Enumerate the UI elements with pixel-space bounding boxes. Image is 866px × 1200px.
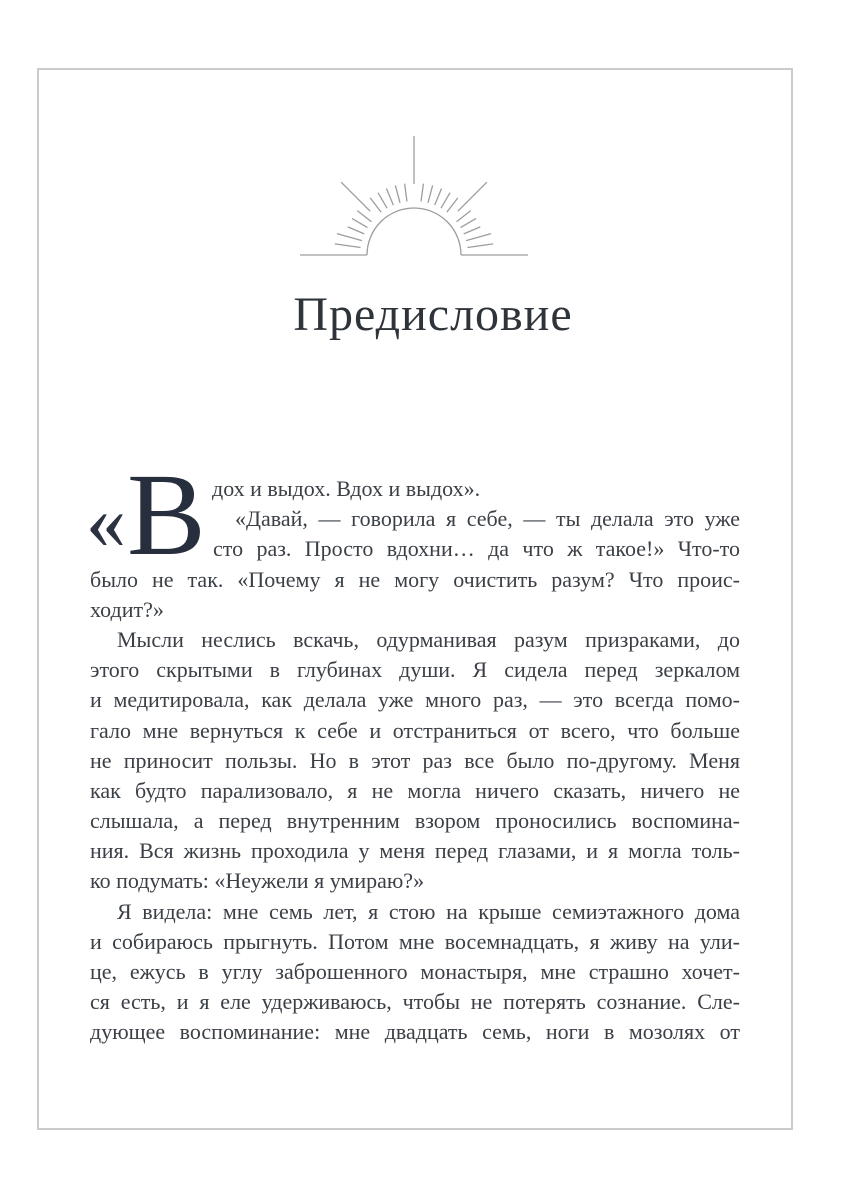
text-line: це, ежусь в углу заброшенного монастыря, мне страшно хочет- — [90, 959, 740, 984]
drop-cap-quote: « — [86, 478, 126, 566]
text-line: ходит?» — [90, 596, 164, 622]
text-line: дох и выдох. Вдох и выдох». — [212, 476, 481, 501]
text-line: не приносит пользы. Но в этот раз все было по-другому. Меня — [90, 747, 740, 773]
text-line: этого скрытыми в глубинах души. Я сидела перед зеркалом — [90, 657, 740, 683]
text-line: ния. Вся жизнь проходила у меня перед глазами, и я могла толь- — [90, 838, 740, 864]
sunrise-ornament-icon — [294, 131, 534, 263]
text-line: ко подумать: «Неужели я умираю?» — [90, 868, 425, 894]
text-line: дующее воспоминание: мне двадцать семь, ноги в мозолях от — [90, 1019, 740, 1045]
text-line: Я видела: мне семь лет, я стою на крыше семиэтажного дома — [117, 898, 740, 924]
text-line: ся есть, и я еле удерживаюсь, чтобы не потерять сознание. Сле- — [90, 989, 740, 1015]
body-text — [86, 449, 740, 1048]
text-line: как будто парализовало, я не могла ничего сказать, ничего не — [90, 777, 740, 803]
text-line: и медитировала, как делала уже много раз, — это всегда помо- — [90, 687, 740, 713]
text-line: было не так. «Почему я не могу очистить разум? Что проис- — [90, 566, 740, 592]
drop-cap-letter: В — [127, 449, 206, 580]
text-line: сто раз. Просто вдохни… да что ж такое!» Что-то — [213, 536, 740, 562]
text-line: гало мне вернуться к себе и отстраниться от всего, что больше — [90, 717, 740, 743]
text-line: «Давай, — говорила я себе, — ты делала это уже — [235, 506, 740, 532]
chapter-title: Предисловие — [293, 288, 573, 341]
text-line: слышала, а перед внутренним взором проносились воспомина- — [90, 808, 740, 834]
text-line: Мысли неслись вскачь, одурманивая разум призраками, до — [117, 626, 740, 652]
text-line: и собираюсь прыгнуть. Потом мне восемнадцать, я живу на ули- — [90, 928, 740, 954]
